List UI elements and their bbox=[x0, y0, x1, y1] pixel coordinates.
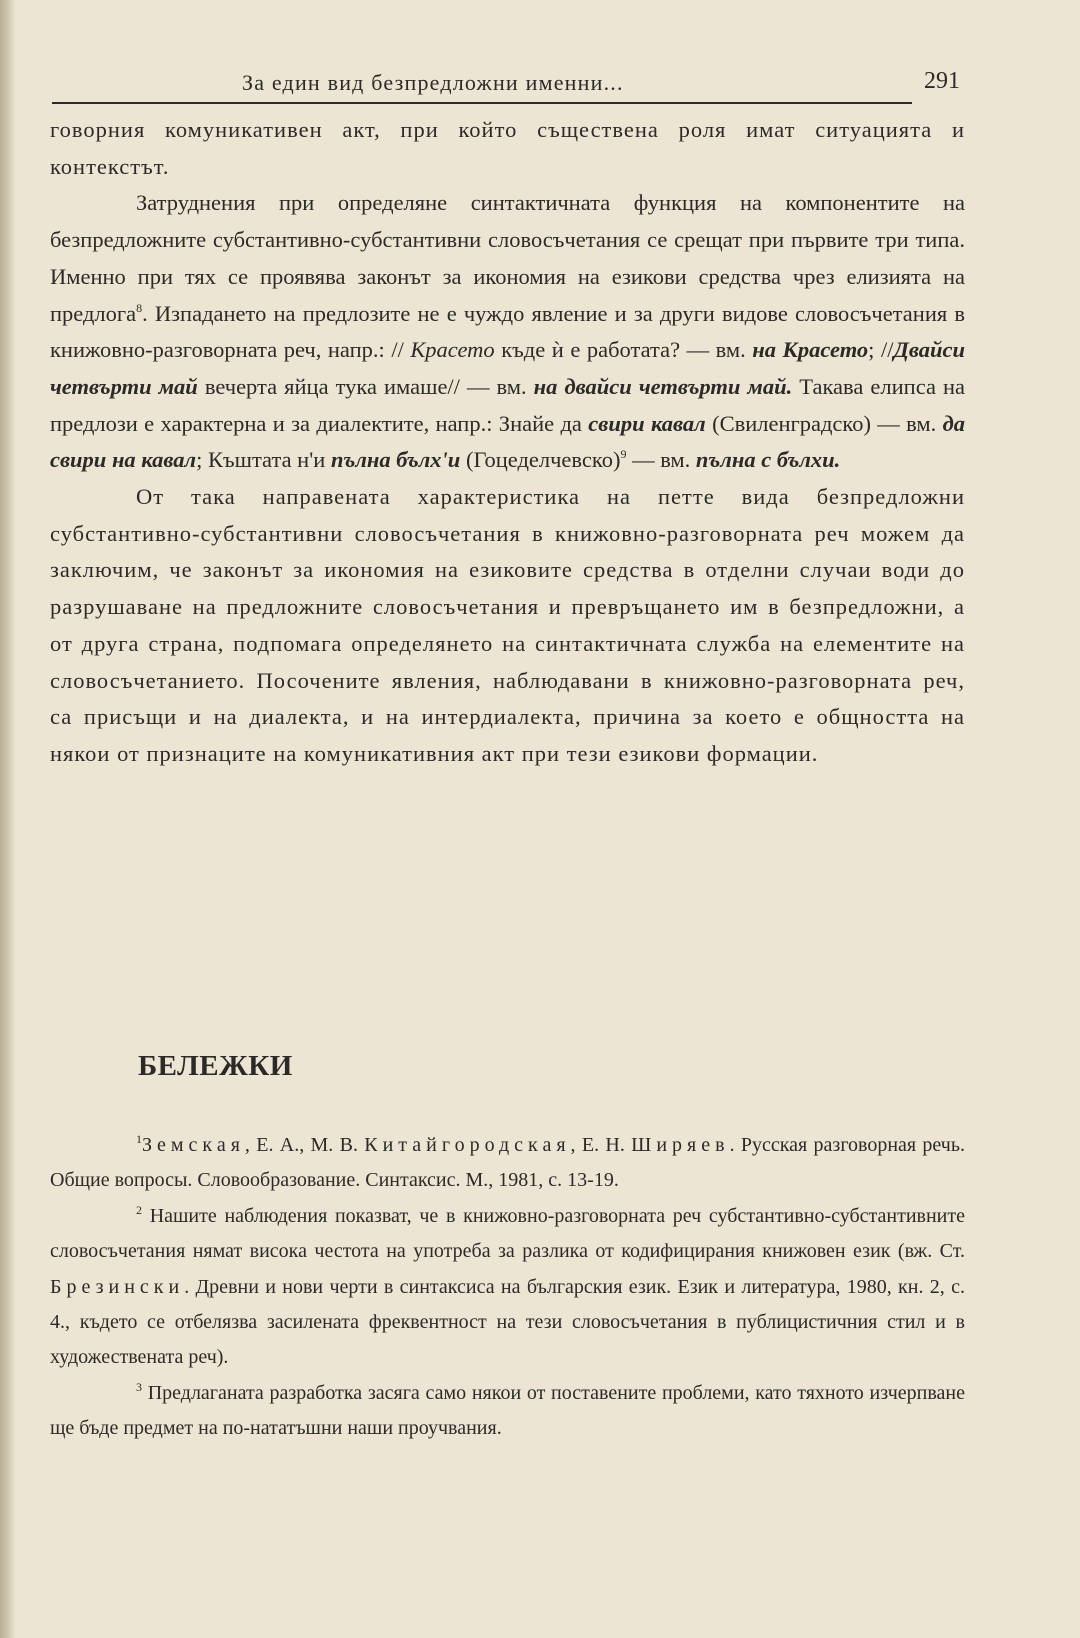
note-1-text-2: , Е. Н. bbox=[570, 1134, 625, 1156]
paragraph-2-text-1: Затруднения при определяне синтактичната функция на компонентите на безпредложните субстантивно-субстантивни словосъчетания се срещат при първите три типа. Именно при тях се проявява законът за икономия на езикови средства чрез елизията на предлога bbox=[50, 190, 965, 326]
example-sviri-kaval: свири кавал bbox=[588, 410, 706, 436]
note-3 bbox=[50, 1376, 965, 1447]
paragraph-1: говорния комуникативен акт, при който съществена роля имат ситуацията и контекстът. bbox=[50, 117, 965, 179]
paragraph-2-text-5: вечерта яйца тука имаше// — вм. bbox=[197, 373, 527, 399]
example-palna-balhi: пълна бълх'и bbox=[330, 447, 461, 473]
note-1 bbox=[50, 1128, 965, 1199]
note-2-text-2: . Древни и нови черти в синтаксиса на българския език. Език и литература, 1980, кн. 2, с. 4., където се отбелязва засилената фреквентност на тези словосъчетания в публицистичния стил и в художествената реч). bbox=[50, 1275, 965, 1369]
note-1-author-3: Ширяев bbox=[631, 1134, 730, 1156]
header-rule bbox=[52, 102, 912, 104]
note-1-author-2: Китайгородская bbox=[364, 1134, 571, 1156]
note-1-author-1: Земская bbox=[142, 1134, 245, 1156]
paragraph-2-text-4: ; // bbox=[868, 337, 894, 363]
note-1-text-3: . Русская разговорная речь. Общие вопросы. Словообразование. Синтаксис. М., 1981, с. 13-19. bbox=[50, 1134, 965, 1192]
note-3-number: 3 bbox=[136, 1379, 142, 1394]
paragraph-2-text-7: (Свиленградско) — вм. bbox=[705, 410, 937, 436]
note-1-number: 1 bbox=[136, 1132, 142, 1146]
example-da-sviri-na-kaval: да свири на кавал bbox=[50, 410, 966, 473]
running-header bbox=[52, 64, 960, 104]
note-3-text: Предлаганата разработка засяга само някои от поставените проблеми, като тяхното изчерпване ще бъде предмет на по-нататъшни наши проучвания. bbox=[50, 1381, 965, 1440]
example-dvaysi-chetvarti-may: Двайси четвърти май bbox=[50, 337, 965, 399]
notes-heading: БЕЛЕЖКИ bbox=[138, 1050, 293, 1082]
example-na-krasteto: на Красето bbox=[752, 337, 869, 363]
notes-list bbox=[50, 1128, 965, 1447]
note-2-text-1: Нашите наблюдения показват, че в книжовно-разговорната реч субстантивно-субстантивните словосъчетания нямат висока честота на употреба за разлика от кодифицирания книжовен език (вж. Ст. bbox=[50, 1204, 966, 1263]
paragraph-2-text-3: къде ѝ е работата? — вм. bbox=[494, 337, 746, 363]
paragraph-2-text-6: Такава елипса на предлози е характерна и за диалектите, напр.: Знайе да bbox=[50, 373, 966, 436]
footnote-ref-9: 9 bbox=[620, 447, 627, 462]
example-na-dvaysi-chetvarti-may: на двайси четвърти май. bbox=[533, 373, 793, 399]
paragraph-2-text-9: (Гоцеделчевско) bbox=[460, 447, 621, 473]
page-number: 291 bbox=[924, 68, 960, 94]
note-2-number: 2 bbox=[136, 1202, 142, 1217]
note-2-author: Брезински bbox=[50, 1275, 185, 1298]
note-1-text-1: , Е. А., М. В. bbox=[244, 1134, 358, 1156]
paragraph-3: От така направената характеристика на петте вида безпредложни субстантивно-субстантивни словосъчетания в книжовно-разговорната реч можем да заключим, че законът за икономия на езиковите средства в отделни случаи води до разрушаване на предложните словосъчетания и превръщането им в безпредложни, а от друга страна, подпомага определянето на синтактичната служба на елементите на словосъчетанието. Посочените явления, наблюдавани в книжовно-разговорната реч, са присъщи и на диалекта, и на интердиалекта, причина за което е общността на някои от признаците на комуникативния акт при тези езикови формации. bbox=[50, 484, 965, 766]
example-krasteto: Красето bbox=[410, 337, 495, 363]
note-2 bbox=[50, 1199, 965, 1376]
paragraph-2-text-2: . Изпадането на предлозите не е чуждо явление и за други видове словосъчетания в книжовно-разговорната реч, напр.: // bbox=[50, 300, 965, 363]
body-text bbox=[50, 112, 965, 773]
binding-edge bbox=[0, 0, 16, 1638]
running-title: За един вид безпредложни именни... bbox=[242, 70, 624, 95]
footnote-ref-8: 8 bbox=[136, 300, 143, 315]
paragraph-2-text-10: — вм. bbox=[626, 447, 691, 473]
example-palna-s-balhi: пълна с бълхи. bbox=[695, 447, 841, 473]
paragraph-2-text-8: ; Къштата н'и bbox=[196, 447, 326, 473]
paragraph-2 bbox=[50, 185, 965, 479]
